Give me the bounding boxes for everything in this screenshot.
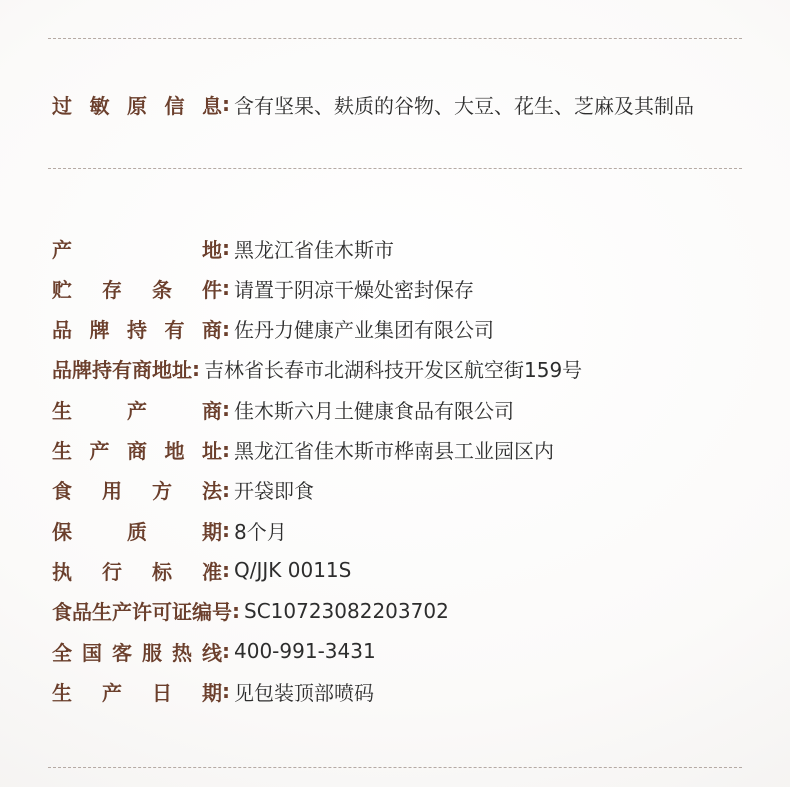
label-char: 贮 [52, 277, 72, 302]
info-label [52, 234, 222, 263]
info-colon: : [232, 598, 240, 623]
info-label [52, 354, 192, 383]
info-row [52, 313, 494, 345]
info-label [52, 556, 222, 585]
label-char: 质 [127, 519, 147, 544]
label-char: 存 [102, 277, 122, 302]
label-char: 生 [52, 398, 72, 423]
info-row [52, 554, 351, 586]
label-char: 牌 [89, 318, 110, 343]
info-row [52, 353, 582, 385]
top-divider [48, 38, 742, 39]
label-char: 热 [172, 640, 192, 665]
info-row [52, 514, 287, 546]
info-colon: : [222, 639, 230, 663]
info-colon: : [222, 316, 230, 341]
label-char: 标 [152, 559, 172, 584]
label-char: 息 [202, 93, 222, 118]
info-value: 吉林省长春市北湖科技开发区航空街159号 [204, 358, 583, 383]
info-colon: : [222, 276, 230, 301]
label-char: 产 [102, 680, 122, 705]
info-row [52, 272, 474, 304]
label-char: 国 [82, 640, 102, 665]
label-char: 商 [202, 398, 222, 423]
label-char: 食 [52, 479, 72, 504]
info-row [52, 635, 376, 667]
label-char: 行 [102, 559, 122, 584]
label-char: 产 [89, 439, 110, 463]
label-char: 生 [52, 439, 72, 463]
label-char: 客 [112, 640, 132, 665]
label-char: 地 [164, 439, 185, 463]
allergen-row [52, 88, 694, 120]
info-label [52, 596, 232, 625]
label-char: 执 [52, 559, 72, 584]
info-row [52, 595, 449, 627]
info-label [52, 395, 222, 424]
label-char: 产 [52, 237, 72, 262]
label-char: 期 [202, 519, 222, 544]
label-char: 保 [52, 519, 72, 544]
info-row [52, 232, 394, 264]
info-colon: : [222, 679, 230, 704]
info-row [52, 393, 514, 425]
label-text: 食品生产许可证编号 [52, 600, 232, 625]
info-value: 见包装顶部喷码 [234, 680, 374, 705]
info-row [52, 675, 374, 707]
allergen-colon: : [222, 92, 230, 116]
label-char: 线 [202, 640, 222, 665]
label-char: 准 [202, 559, 222, 584]
label-char: 原 [127, 93, 147, 118]
label-char: 全 [52, 640, 72, 665]
info-value: SC10723082203702 [244, 598, 449, 623]
info-colon: : [222, 518, 230, 543]
info-label [52, 274, 222, 303]
info-value: 400-991-3431 [234, 639, 376, 663]
info-value: Q/JJK 0011S [234, 558, 352, 583]
info-colon: : [222, 397, 230, 422]
info-row [52, 434, 554, 466]
label-char: 商 [202, 318, 222, 343]
label-char: 敏 [89, 93, 110, 118]
info-value: 黑龙江省佳木斯市 [234, 237, 394, 262]
info-colon: : [222, 558, 230, 583]
label-char: 服 [142, 640, 162, 665]
label-char: 地 [202, 237, 222, 262]
label-char: 用 [102, 479, 122, 504]
label-char: 品 [52, 318, 72, 343]
info-colon: : [222, 236, 230, 260]
label-char: 商 [127, 439, 147, 463]
label-char: 条 [152, 277, 172, 302]
info-label [52, 677, 222, 706]
bottom-divider [48, 767, 742, 768]
label-char: 生 [52, 680, 72, 705]
label-char: 期 [202, 680, 222, 705]
middle-divider [48, 168, 742, 169]
label-char: 址 [202, 439, 222, 463]
allergen-label [52, 90, 222, 119]
info-row [52, 474, 314, 506]
allergen-value: 含有坚果、麸质的谷物、大豆、花生、芝麻及其制品 [234, 93, 694, 118]
info-colon: : [222, 437, 230, 462]
info-value: 黑龙江省佳木斯市桦南县工业园区内 [234, 439, 554, 463]
info-value: 佐丹力健康产业集团有限公司 [234, 318, 494, 343]
info-value: 开袋即食 [234, 479, 314, 504]
label-text: 品牌持有商地址 [52, 358, 192, 383]
label-char: 件 [202, 277, 222, 302]
label-char: 方 [152, 479, 172, 504]
label-char: 产 [127, 398, 147, 423]
info-label [52, 475, 222, 504]
info-label [52, 314, 222, 343]
info-value: 8个月 [234, 519, 287, 544]
label-char: 有 [164, 318, 185, 343]
info-label [52, 637, 222, 666]
label-char: 信 [164, 93, 185, 118]
label-char: 过 [52, 93, 72, 118]
info-label [52, 435, 222, 464]
label-char: 日 [152, 680, 172, 705]
info-value: 请置于阴凉干燥处密封保存 [234, 277, 474, 302]
info-colon: : [192, 356, 200, 381]
label-char: 法 [202, 479, 222, 504]
info-value: 佳木斯六月土健康食品有限公司 [234, 398, 514, 423]
info-label [52, 516, 222, 545]
info-colon: : [222, 477, 230, 502]
label-char: 持 [127, 318, 147, 343]
